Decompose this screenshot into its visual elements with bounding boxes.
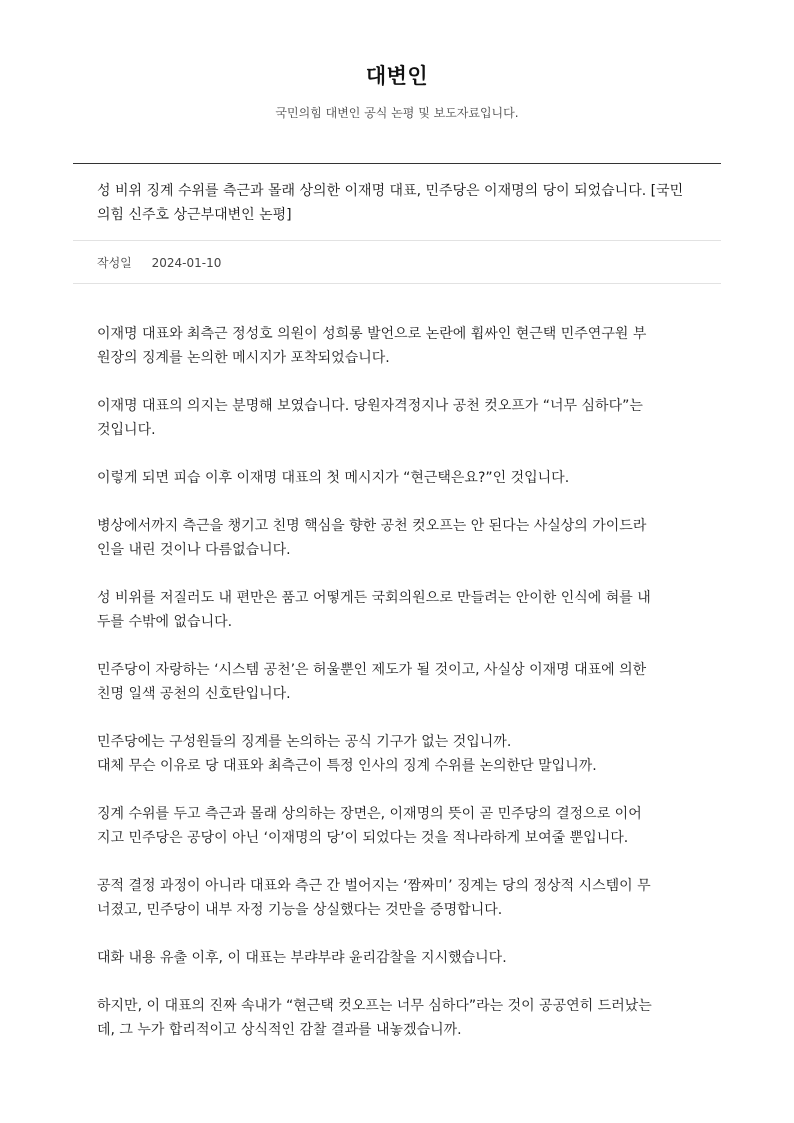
- body-line: 너졌고, 민주당이 내부 자정 기능을 상실했다는 것만을 증명합니다.: [97, 902, 503, 918]
- article-title-line: 의힘 신주호 상근부대변인 논평]: [97, 207, 292, 223]
- body-line: 대체 무슨 이유로 당 대표와 최측근이 특정 인사의 징계 수위를 논의한단 말입니까.: [97, 758, 597, 774]
- body-paragraph: [97, 946, 697, 970]
- body-line: 공적 결정 과정이 아니라 대표와 측근 간 벌어지는 ‘짬짜미’ 징계는 당의 정상적 시스템이 무: [97, 878, 651, 894]
- body-line: 지고 민주당은 공당이 아닌 ‘이재명의 당’이 되었다는 것을 적나라하게 보여줄 뿐입니다.: [97, 830, 629, 846]
- body-line: 이재명 대표와 최측근 정성호 의원이 성희롱 발언으로 논란에 휩싸인 현근택 민주연구원 부: [97, 326, 647, 342]
- body-line: 대화 내용 유출 이후, 이 대표는 부랴부랴 윤리감찰을 지시했습니다.: [97, 950, 507, 966]
- body-line: 친명 일색 공천의 신호탄입니다.: [97, 686, 291, 702]
- date-label: 작성일: [97, 256, 132, 270]
- body-paragraph: [97, 394, 697, 442]
- title-divider: [73, 240, 721, 241]
- body-line: 병상에서까지 측근을 챙기고 친명 핵심을 향한 공천 컷오프는 안 된다는 사실상의 가이드라: [97, 518, 647, 534]
- body-paragraph: [97, 658, 697, 706]
- body-paragraph: [97, 874, 697, 922]
- article-title-line: 성 비위 징계 수위를 측근과 몰래 상의한 이재명 대표, 민주당은 이재명의 당이 되었습니다. [국민: [97, 183, 684, 199]
- body-line: 것입니다.: [97, 422, 156, 438]
- meta-divider: [73, 283, 721, 284]
- date-value: 2024-01-10: [151, 256, 222, 270]
- body-line: 이재명 대표의 의지는 분명해 보였습니다. 당원자격정지나 공천 컷오프가 “너무 심하다”는: [97, 398, 643, 414]
- article-title: [97, 179, 697, 227]
- body-line: 민주당이 자랑하는 ‘시스템 공천’은 허울뿐인 제도가 될 것이고, 사실상 이재명 대표에 의한: [97, 662, 647, 678]
- body-paragraph: [97, 322, 697, 370]
- body-paragraph: [97, 514, 697, 562]
- body-paragraph: [97, 802, 697, 850]
- body-paragraph: [97, 586, 697, 634]
- body-line: 징계 수위를 두고 측근과 몰래 상의하는 장면은, 이재명의 뜻이 곧 민주당의 결정으로 이어: [97, 806, 642, 822]
- header-divider: [73, 163, 721, 164]
- body-line: 성 비위를 저질러도 내 편만은 품고 어떻게든 국회의원으로 만들려는 안이한 인식에 혀를 내: [97, 590, 651, 606]
- body-line: 두를 수밖에 없습니다.: [97, 614, 233, 630]
- page-subtitle: 국민의힘 대변인 공식 논평 및 보도자료입니다.: [275, 106, 519, 120]
- article-meta: [97, 254, 221, 271]
- body-line: 민주당에는 구성원들의 징계를 논의하는 공식 기구가 없는 것입니까.: [97, 734, 512, 750]
- page-title: 대변인: [365, 64, 429, 88]
- body-line: 인을 내린 것이나 다름없습니다.: [97, 542, 291, 558]
- body-line: 데, 그 누가 합리적이고 상식적인 감찰 결과를 내놓겠습니까.: [97, 1022, 462, 1038]
- body-paragraph: [97, 994, 697, 1042]
- body-paragraph: [97, 730, 697, 778]
- body-line: 하지만, 이 대표의 진짜 속내가 “현근택 컷오프는 너무 심하다”라는 것이 공공연히 드러났는: [97, 998, 652, 1014]
- article-body: [97, 322, 697, 1066]
- body-line: 이렇게 되면 피습 이후 이재명 대표의 첫 메시지가 “현근택은요?”인 것입니다.: [97, 470, 570, 486]
- body-paragraph: [97, 466, 697, 490]
- body-line: 원장의 징계를 논의한 메시지가 포착되었습니다.: [97, 350, 390, 366]
